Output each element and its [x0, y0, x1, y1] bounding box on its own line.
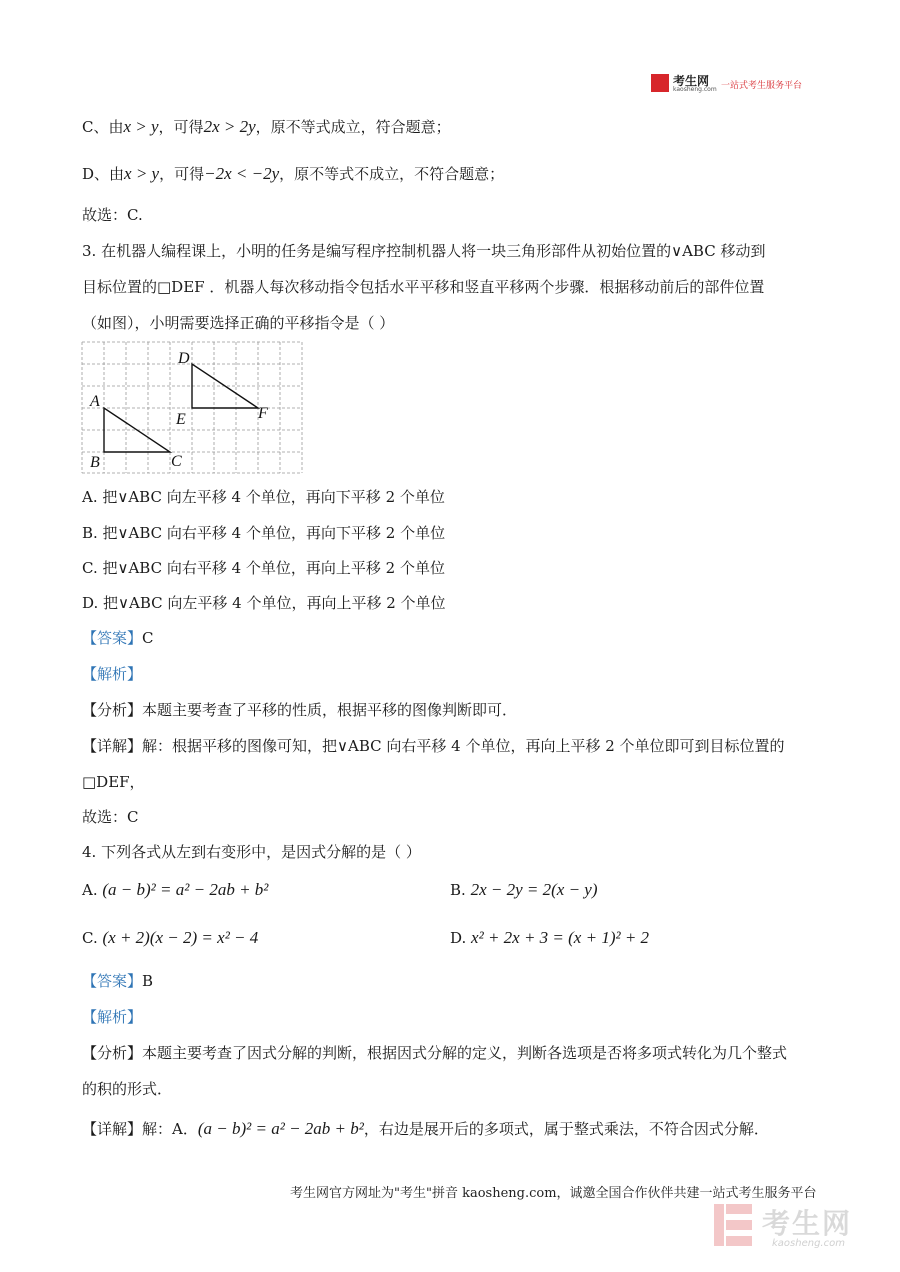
- q4-option-d: D. x² + 2x + 3 = (x + 1)² + 2: [450, 928, 650, 947]
- q3-option-b: B. 把∨ABC 向右平移 4 个单位，再向下平移 2 个单位: [82, 524, 446, 542]
- q3-answer: 【答案】C: [82, 629, 154, 647]
- q4-fenxi-line1: 【分析】本题主要考查了因式分解的判断，根据因式分解的定义，判断各选项是否将多项式转化为几个整式: [82, 1044, 788, 1062]
- q3-grid-figure: [80, 340, 305, 475]
- q2-c-result: 2x > 2y: [203, 117, 256, 136]
- q3-stem-line2: 目标位置的□DEF ．机器人每次移动指令包括水平平移和竖直平移两个步骤．根据移动前后的部件位置: [82, 278, 765, 296]
- q4-analysis-tag: 【解析】: [82, 1008, 143, 1026]
- q4-detail: 【详解】解：A．(a − b)² = a² − 2ab + b²，右边是展开后的多项式，属于整式乘法，不符合因式分解．: [82, 1119, 769, 1138]
- q2-c-cond: x > y: [123, 117, 159, 136]
- q4-option-c: C. (x + 2)(x − 2) = x² − 4: [82, 928, 259, 947]
- label-a: A: [90, 393, 100, 410]
- q4-answer: 【答案】B: [82, 972, 154, 990]
- q3-fenxi: 【分析】本题主要考查了平移的性质，根据平移的图像判断即可．: [82, 701, 518, 719]
- q4-option-a: A. (a − b)² = a² − 2ab + b²: [82, 880, 269, 899]
- watermark-logo-icon: [712, 1200, 756, 1250]
- q2-d-cond: x > y: [124, 164, 160, 183]
- q4-option-b: B. 2x − 2y = 2(x − y): [450, 880, 598, 899]
- label-d: D: [178, 350, 190, 367]
- q2-option-c: C、由x > y，可得2x > 2y，原不等式成立，符合题意；: [82, 117, 451, 136]
- q3-choose: 故选：C: [82, 808, 139, 826]
- q4-stem: 4. 下列各式从左到右变形中，是因式分解的是（ ）: [82, 843, 421, 861]
- q2-choose: 故选：C.: [82, 206, 143, 224]
- logo-slogan: 一站式考生服务平台: [721, 81, 803, 91]
- label-f: F: [258, 405, 268, 422]
- q3-option-a: A. 把∨ABC 向左平移 4 个单位，再向下平移 2 个单位: [82, 488, 445, 506]
- footer-text: 考生网官方网址为"考生"拼音 kaosheng.com，诚邀全国合作伙伴共建一站式考生服务平台: [290, 1186, 817, 1201]
- header-logo: [651, 74, 851, 96]
- q3-option-d: D. 把∨ABC 向左平移 4 个单位，再向上平移 2 个单位: [82, 594, 446, 612]
- q3-stem-line3: （如图），小明需要选择正确的平移指令是（ ）: [82, 314, 395, 332]
- watermark: [712, 1200, 882, 1260]
- q3-analysis-tag: 【解析】: [82, 665, 143, 683]
- logo-mark-icon: [651, 74, 669, 92]
- logo-name: 考生网: [673, 74, 710, 88]
- label-b: B: [90, 454, 100, 471]
- watermark-url: kaosheng.com: [772, 1238, 845, 1249]
- q3-detail-line2: □DEF，: [82, 773, 145, 791]
- label-e: E: [176, 411, 186, 428]
- q3-option-c: C. 把∨ABC 向右平移 4 个单位，再向上平移 2 个单位: [82, 559, 445, 577]
- label-c: C: [171, 453, 182, 470]
- q3-stem-line1: 3. 在机器人编程课上，小明的任务是编写程序控制机器人将一块三角形部件从初始位置的∨ABC 移动到: [82, 242, 766, 260]
- q2-d-result: −2x < −2y: [204, 164, 280, 183]
- q3-detail-line1: 【详解】解：根据平移的图像可知，把∨ABC 向右平移 4 个单位，再向上平移 2 个单位即可到目标位置的: [82, 737, 785, 755]
- watermark-name: 考生网: [762, 1207, 853, 1240]
- logo-url: kaosheng.com: [673, 86, 717, 93]
- q4-fenxi-line2: 的积的形式．: [82, 1080, 173, 1098]
- q2-option-d: D、由x > y，可得−2x < −2y，原不等式不成立，不符合题意；: [82, 164, 505, 183]
